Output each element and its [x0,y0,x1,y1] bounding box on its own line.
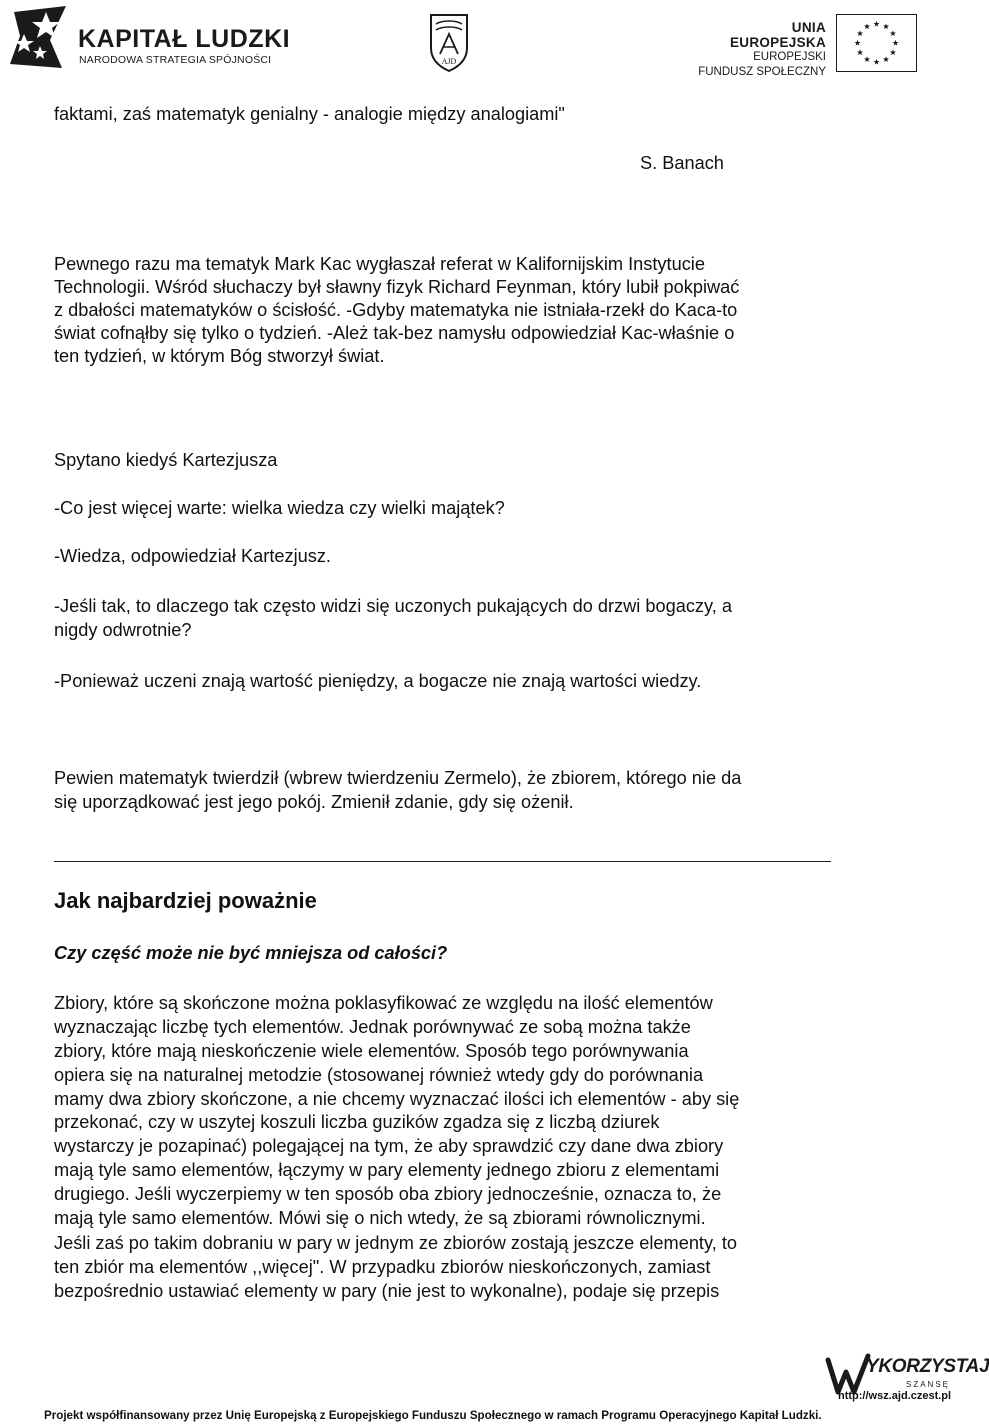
text-line: bezpośrednio ustawiać elementy w pary (nie jest to wykonalne), podaje się przepis [54,1281,720,1301]
text-line: świat cofnąłby się tylko o tydzień. -Ależ tak-bez namysłu odpowiedział Kac-właśnie o [54,323,735,343]
logo-word: YKORZYSTAJ [866,1356,989,1377]
text-line: -Co jest więcej warte: wielka wiedza czy wielki majątek? [54,498,505,518]
eu-flag-icon [836,14,917,72]
text-line: się uporządkować jest jego pokój. Zmienił zdanie, gdy się ożenił. [54,792,574,812]
footer-note: Projekt współfinansowany przez Unię Europejską z Europejskiego Funduszu Społecznego w ramach Programu Operacyjnego Kapitał Ludzki. [44,1409,822,1422]
logo-subword: SZANSĘ [906,1380,951,1389]
text-line: Pewnego razu ma tematyk Mark Kac wygłaszał referat w Kalifornijskim Instytucie [54,254,705,274]
quote-signature: S. Banach [640,153,724,173]
text-line: zbiory, które mają nieskończenie wiele elementów. Sposób tego porównywania [54,1041,689,1061]
text-line: -Jeśli tak, to dlaczego tak często widzi się uczonych pukających do drzwi bogaczy, a [54,596,732,616]
text-line: wystarczy je pozapinać) polegającej na tym, że aby sprawdzić czy dane dwa zbiory [54,1136,724,1156]
horizontal-divider [54,861,831,862]
kapital-ludzki-subtitle: NARODOWA STRATEGIA SPÓJNOŚCI [79,54,272,66]
text-line: ten tydzień, w którym Bóg stworzył świat. [54,346,385,366]
text-line: ten zbiór ma elementów ,,więcej". W przypadku zbiorów nieskończonych, zamiast [54,1257,711,1277]
text-line: wyznaczając liczbę tych elementów. Jednak porównywać ze sobą można także [54,1017,691,1037]
section-heading: Jak najbardziej poważnie [54,888,317,913]
kapital-ludzki-title: KAPITAŁ LUDZKI [78,25,291,53]
ajd-crest-icon [428,12,470,74]
eu-text-block [698,20,826,80]
text-line: nigdy odwrotnie? [54,620,192,640]
eu-line1: UNIA EUROPEJSKA [729,20,826,50]
text-line: opiera się na naturalnej metodzie (stosowanej również wtedy gdy do porównania [54,1065,704,1085]
text-line: -Ponieważ uczeni znają wartość pieniędzy, a bogacze nie znają wartości wiedzy. [54,671,702,691]
text-line: drugiego. Jeśli wyczerpiemy w ten sposób oba zbiory jednocześnie, oznacza to, że [54,1184,722,1204]
page-header [0,0,960,85]
website-link[interactable]: http://wsz.ajd.czest.pl [838,1390,952,1402]
text-line: Technologii. Wśród słuchaczy był sławny fizyk Richard Feynman, który lubił pokpiwać [54,277,740,297]
text-line: mamy dwa zbiory skończone, a nie chcemy wyznaczać ilości ich elementów - aby się [54,1089,740,1109]
text-line: Zbiory, które są skończone można poklasyfikować ze względu na ilość elementów [54,993,713,1013]
text-line: mają tyle samo elementów. Mówi się o nich wtedy, że są zbiorami równolicznymi. [54,1208,706,1228]
section-subheading: Czy część może nie być mniejsza od całości? [54,943,448,963]
eu-line3: FUNDUSZ SPOŁECZNY [698,66,826,78]
text-line: Spytano kiedyś Kartezjusza [54,450,278,470]
text-line: Jeśli zaś po takim dobraniu w pary w jednym ze zbiorów zostają jeszcze elementy, to [54,1233,737,1253]
text-line: przekonać, czy w uszytej koszuli liczba guzików zgadza się z liczbą dziurek [54,1112,660,1132]
text-line: mają tyle samo elementów, łączymy w pary elementy jednego zbioru z elementami [54,1160,720,1180]
text-line: z dbałości matematyków o ścisłość. -Gdyby matematyka nie istniała-rzekł do Kaca-to [54,300,738,320]
ajd-mark-text: AJD [441,57,457,66]
eu-line2: EUROPEJSKI [753,51,826,63]
quote-line: faktami, zaś matematyk genialny - analogie między analogiami" [54,104,565,124]
text-line: -Wiedza, odpowiedział Kartezjusz. [54,546,331,566]
kapital-ludzki-logo-icon [6,4,70,70]
text-line: Pewien matematyk twierdził (wbrew twierdzeniu Zermelo), że zbiorem, którego nie da [54,768,742,788]
